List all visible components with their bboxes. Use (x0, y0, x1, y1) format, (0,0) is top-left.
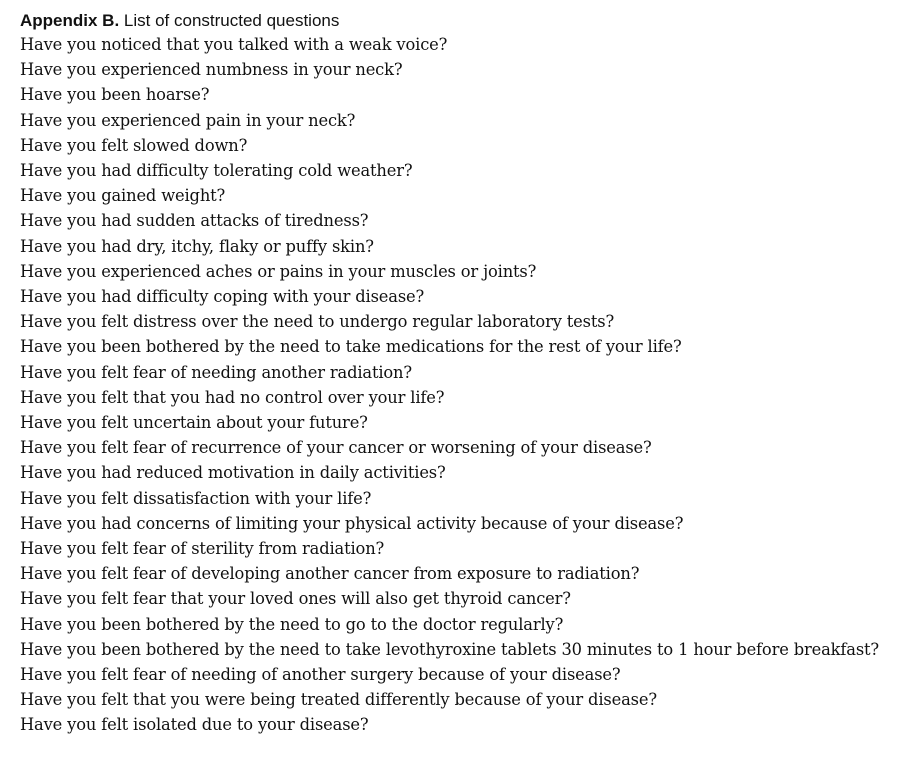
question-item: Have you felt uncertain about your future? (20, 413, 368, 433)
question-item: Have you experienced aches or pains in your muscles or joints? (20, 261, 537, 281)
question-item: Have you felt slowed down? (20, 135, 248, 155)
document-page (20, 10, 910, 738)
question-list (20, 32, 910, 738)
question-item: Have you felt fear that your loved ones will also get thyroid cancer? (20, 589, 571, 609)
question-item: Have you had reduced motivation in daily activities? (20, 463, 446, 483)
appendix-label: Appendix B. (20, 11, 120, 30)
question-item: Have you felt fear of sterility from radiation? (20, 539, 385, 559)
question-item: Have you had difficulty tolerating cold weather? (20, 161, 413, 181)
question-item: Have you noticed that you talked with a weak voice? (20, 35, 448, 54)
question-item: Have you felt fear of needing another radiation? (20, 362, 412, 382)
question-item: Have you gained weight? (20, 186, 226, 206)
question-item: Have you been bothered by the need to go to the doctor regularly? (20, 614, 564, 634)
question-item: Have you been hoarse? (20, 85, 210, 105)
question-item: Have you been bothered by the need to take medications for the rest of your life? (20, 337, 682, 357)
question-item: Have you had sudden attacks of tiredness? (20, 211, 369, 231)
question-item: Have you had concerns of limiting your physical activity because of your disease? (20, 513, 684, 533)
question-item: Have you felt distress over the need to undergo regular laboratory tests? (20, 312, 615, 332)
question-item: Have you experienced numbness in your neck? (20, 60, 403, 80)
question-item: Have you felt that you had no control over your life? (20, 387, 445, 407)
appendix-title: List of constructed questions (123, 11, 340, 30)
question-item: Have you felt fear of needing of another surgery because of your disease? (20, 665, 621, 685)
question-item: Have you felt that you were being treated differently because of your disease? (20, 690, 657, 710)
question-item: Have you felt isolated due to your disease? (20, 715, 369, 735)
question-item: Have you experienced pain in your neck? (20, 110, 356, 130)
question-item: Have you felt fear of developing another cancer from exposure to radiation? (20, 564, 640, 584)
question-item: Have you felt fear of recurrence of your cancer or worsening of your disease? (20, 438, 652, 458)
question-item: Have you been bothered by the need to take levothyroxine tablets 30 minutes to 1 hour before breakfast? (20, 639, 879, 659)
question-item: Have you felt dissatisfaction with your life? (20, 488, 372, 508)
question-item: Have you had difficulty coping with your disease? (20, 287, 425, 307)
appendix-heading (20, 10, 910, 32)
question-item: Have you had dry, itchy, flaky or puffy skin? (20, 236, 374, 256)
